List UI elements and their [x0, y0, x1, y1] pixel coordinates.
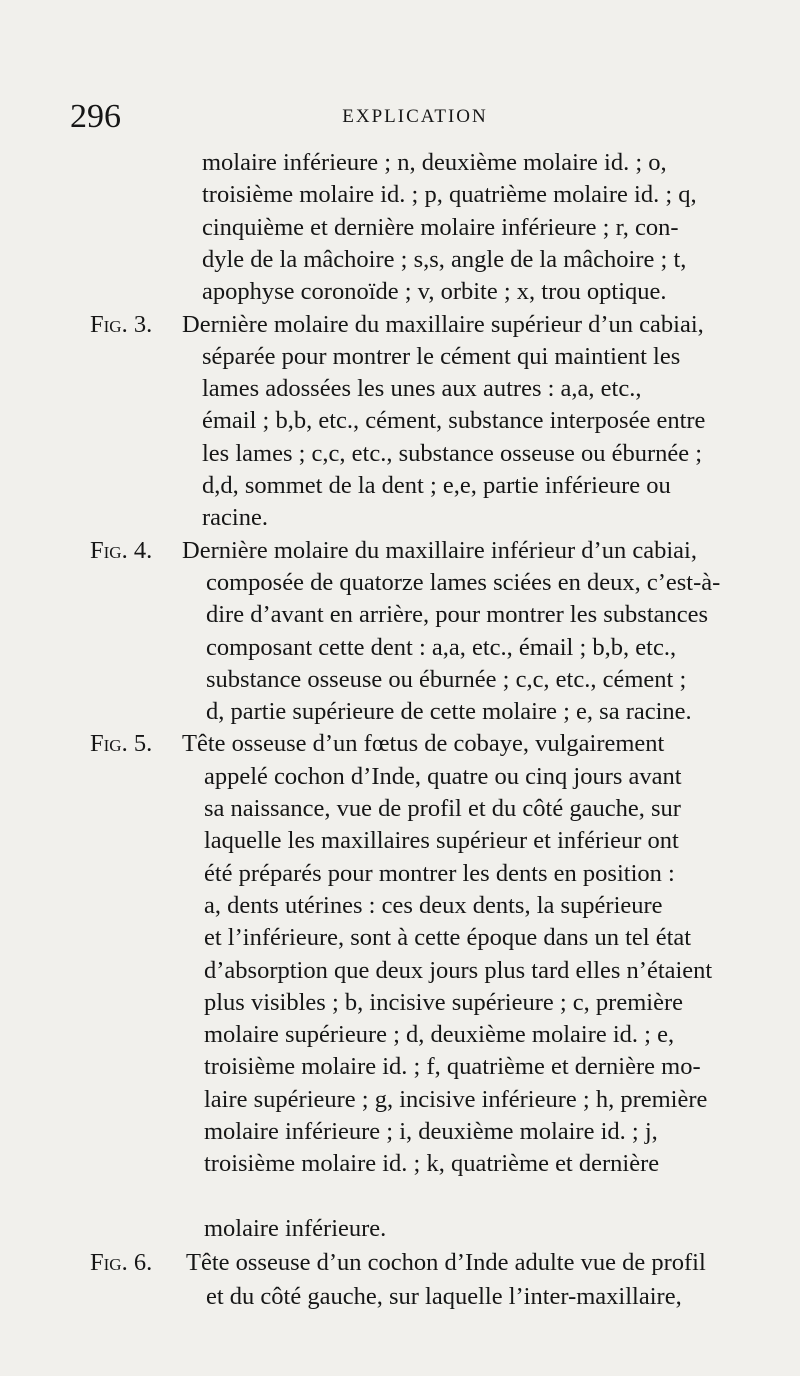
- text-line: et l’inférieure, sont à cette époque dans un tel état: [204, 924, 692, 952]
- text-line: plus visibles ; b, incisive supérieure ; c, première: [204, 988, 683, 1016]
- text-line: dyle de la mâchoire ; s,s, angle de la mâchoire ; t,: [202, 245, 687, 273]
- text-line: molaire inférieure ; i, deuxième molaire id. ; j,: [204, 1118, 658, 1145]
- text-line: lames adossées les unes aux autres : a,a, etc.,: [202, 375, 642, 403]
- text-line: d,d, sommet de la dent ; e,e, partie inférieure ou: [202, 472, 671, 499]
- text-line: cinquième et dernière molaire inférieure ; r, con-: [202, 213, 679, 241]
- text-line: laire supérieure ; g, incisive inférieure ; h, première: [204, 1085, 708, 1113]
- running-title: EXPLICATION: [342, 106, 488, 127]
- text-line: molaire inférieure.: [204, 1215, 387, 1242]
- figure-label-4: Fig. 4.: [90, 536, 153, 564]
- text-line: substance osseuse ou éburnée ; c,c, etc., cément ;: [206, 665, 687, 693]
- text-line: Tête osseuse d’un cochon d’Inde adulte vue de profil: [186, 1249, 706, 1276]
- page-number: 296: [70, 98, 121, 135]
- text-line: molaire supérieure ; d, deuxième molaire id. ; e,: [204, 1021, 675, 1049]
- figure-label-5: Fig. 5.: [90, 730, 153, 758]
- text-line: composant cette dent : a,a, etc., émail ; b,b, etc.,: [206, 633, 677, 661]
- text-line: apophyse coronoïde ; v, orbite ; x, trou optique.: [202, 278, 667, 306]
- figure-label-6: Fig. 6.: [90, 1249, 153, 1276]
- text-line: émail ; b,b, etc., cément, substance interposée entre: [202, 407, 706, 435]
- figure-label-3: Fig. 3.: [90, 310, 153, 338]
- text-line: et du côté gauche, sur laquelle l’inter-maxillaire,: [206, 1283, 682, 1310]
- text-line: composée de quatorze lames sciées en deux, c’est-à-: [206, 568, 721, 596]
- text-line: été préparés pour montrer les dents en position :: [204, 859, 675, 887]
- text-line: laquelle les maxillaires supérieur et inférieur ont: [204, 827, 679, 855]
- text-line: troisième molaire id. ; f, quatrième et dernière mo-: [204, 1053, 701, 1081]
- text-line: d, partie supérieure de cette molaire ; e, sa racine.: [206, 698, 692, 726]
- text-line: Tête osseuse d’un fœtus de cobaye, vulgairement: [182, 730, 665, 758]
- text-line: Dernière molaire du maxillaire supérieur d’un cabiai,: [182, 310, 704, 338]
- text-line: molaire inférieure ; n, deuxième molaire id. ; o,: [202, 149, 667, 176]
- text-line: sa naissance, vue de profil et du côté gauche, sur: [204, 795, 681, 822]
- text-line: troisième molaire id. ; p, quatrième molaire id. ; q,: [202, 181, 697, 209]
- text-line: appelé cochon d’Inde, quatre ou cinq jours avant: [204, 762, 682, 790]
- text-line: d’absorption que deux jours plus tard elles n’étaient: [204, 956, 713, 984]
- text-line: a, dents utérines : ces deux dents, la supérieure: [204, 891, 663, 919]
- text-line: dire d’avant en arrière, pour montrer les substances: [206, 601, 709, 629]
- text-line: troisième molaire id. ; k, quatrième et dernière: [204, 1150, 660, 1178]
- text-line: Dernière molaire du maxillaire inférieur d’un cabiai,: [182, 536, 697, 564]
- text-line: séparée pour montrer le cément qui maintient les: [202, 342, 681, 370]
- text-line: les lames ; c,c, etc., substance osseuse ou éburnée ;: [202, 439, 703, 467]
- text-line: racine.: [202, 504, 268, 532]
